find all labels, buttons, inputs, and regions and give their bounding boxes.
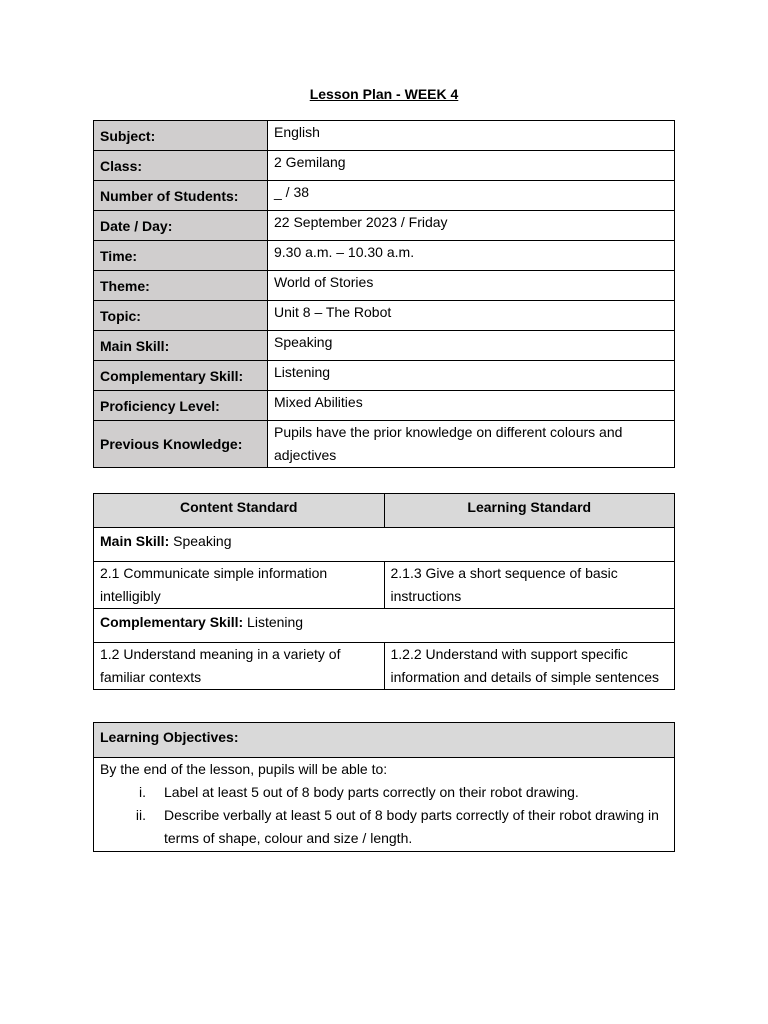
info-value: 2 Gemilang (268, 151, 675, 181)
info-label: Previous Knowledge: (94, 421, 268, 468)
info-row (94, 421, 675, 468)
info-label: Number of Students: (94, 181, 268, 211)
info-value: 22 September 2023 / Friday (268, 211, 675, 241)
info-value: Unit 8 – The Robot (268, 301, 675, 331)
main-standards-row (94, 562, 675, 609)
objectives-body-row (94, 758, 675, 852)
main-skill-value: Speaking (169, 533, 232, 549)
info-label: Proficiency Level: (94, 391, 268, 421)
objectives-heading: Learning Objectives: (94, 723, 675, 758)
info-row (94, 331, 675, 361)
lesson-info-table (93, 120, 675, 468)
objectives-body (94, 758, 675, 852)
comp-skill-row (94, 609, 675, 643)
info-row (94, 271, 675, 301)
info-row (94, 151, 675, 181)
info-row (94, 121, 675, 151)
info-label: Topic: (94, 301, 268, 331)
info-label: Theme: (94, 271, 268, 301)
comp-learning-standard: 1.2.2 Understand with support specific information and details of simple sentences (384, 643, 675, 690)
info-label: Class: (94, 151, 268, 181)
standards-header-row (94, 494, 675, 528)
info-value: Listening (268, 361, 675, 391)
page-title: Lesson Plan - WEEK 4 (309, 86, 459, 102)
main-learning-standard: 2.1.3 Give a short sequence of basic instructions (384, 562, 675, 609)
comp-content-standard: 1.2 Understand meaning in a variety of familiar contexts (94, 643, 385, 690)
info-row (94, 361, 675, 391)
info-value: 9.30 a.m. – 10.30 a.m. (268, 241, 675, 271)
objectives-intro: By the end of the lesson, pupils will be able to: (100, 761, 388, 777)
comp-standards-row (94, 643, 675, 690)
info-value: World of Stories (268, 271, 675, 301)
info-row (94, 391, 675, 421)
info-row (94, 241, 675, 271)
learning-standard-header: Learning Standard (384, 494, 675, 528)
info-label: Main Skill: (94, 331, 268, 361)
info-value: English (268, 121, 675, 151)
objective-number: ii. (135, 807, 146, 823)
info-label: Date / Day: (94, 211, 268, 241)
info-row (94, 181, 675, 211)
objectives-table (93, 722, 675, 852)
main-skill-label: Main Skill: (100, 533, 170, 549)
info-value: Mixed Abilities (268, 391, 675, 421)
info-row (94, 301, 675, 331)
objective-item (100, 804, 668, 850)
comp-skill-label: Complementary Skill: (100, 614, 244, 630)
standards-table (93, 493, 675, 690)
objective-text: Describe verbally at least 5 out of 8 body parts correctly of their robot drawing in terms of shape, colour and size / length. (164, 807, 659, 846)
info-value: Pupils have the prior knowledge on different colours and adjectives (268, 421, 675, 468)
info-label: Complementary Skill: (94, 361, 268, 391)
info-label: Subject: (94, 121, 268, 151)
main-skill-row (94, 528, 675, 562)
objective-number: i. (139, 784, 146, 800)
info-row (94, 211, 675, 241)
info-value: Speaking (268, 331, 675, 361)
main-skill-cell (94, 528, 675, 562)
objective-text: Label at least 5 out of 8 body parts correctly on their robot drawing. (164, 784, 579, 800)
info-value: _ / 38 (268, 181, 675, 211)
content-standard-header: Content Standard (94, 494, 385, 528)
comp-skill-cell (94, 609, 675, 643)
objectives-header-row (94, 723, 675, 758)
info-label: Time: (94, 241, 268, 271)
main-content-standard: 2.1 Communicate simple information intelligibly (94, 562, 385, 609)
comp-skill-value: Listening (243, 614, 304, 630)
objective-item (100, 781, 668, 804)
